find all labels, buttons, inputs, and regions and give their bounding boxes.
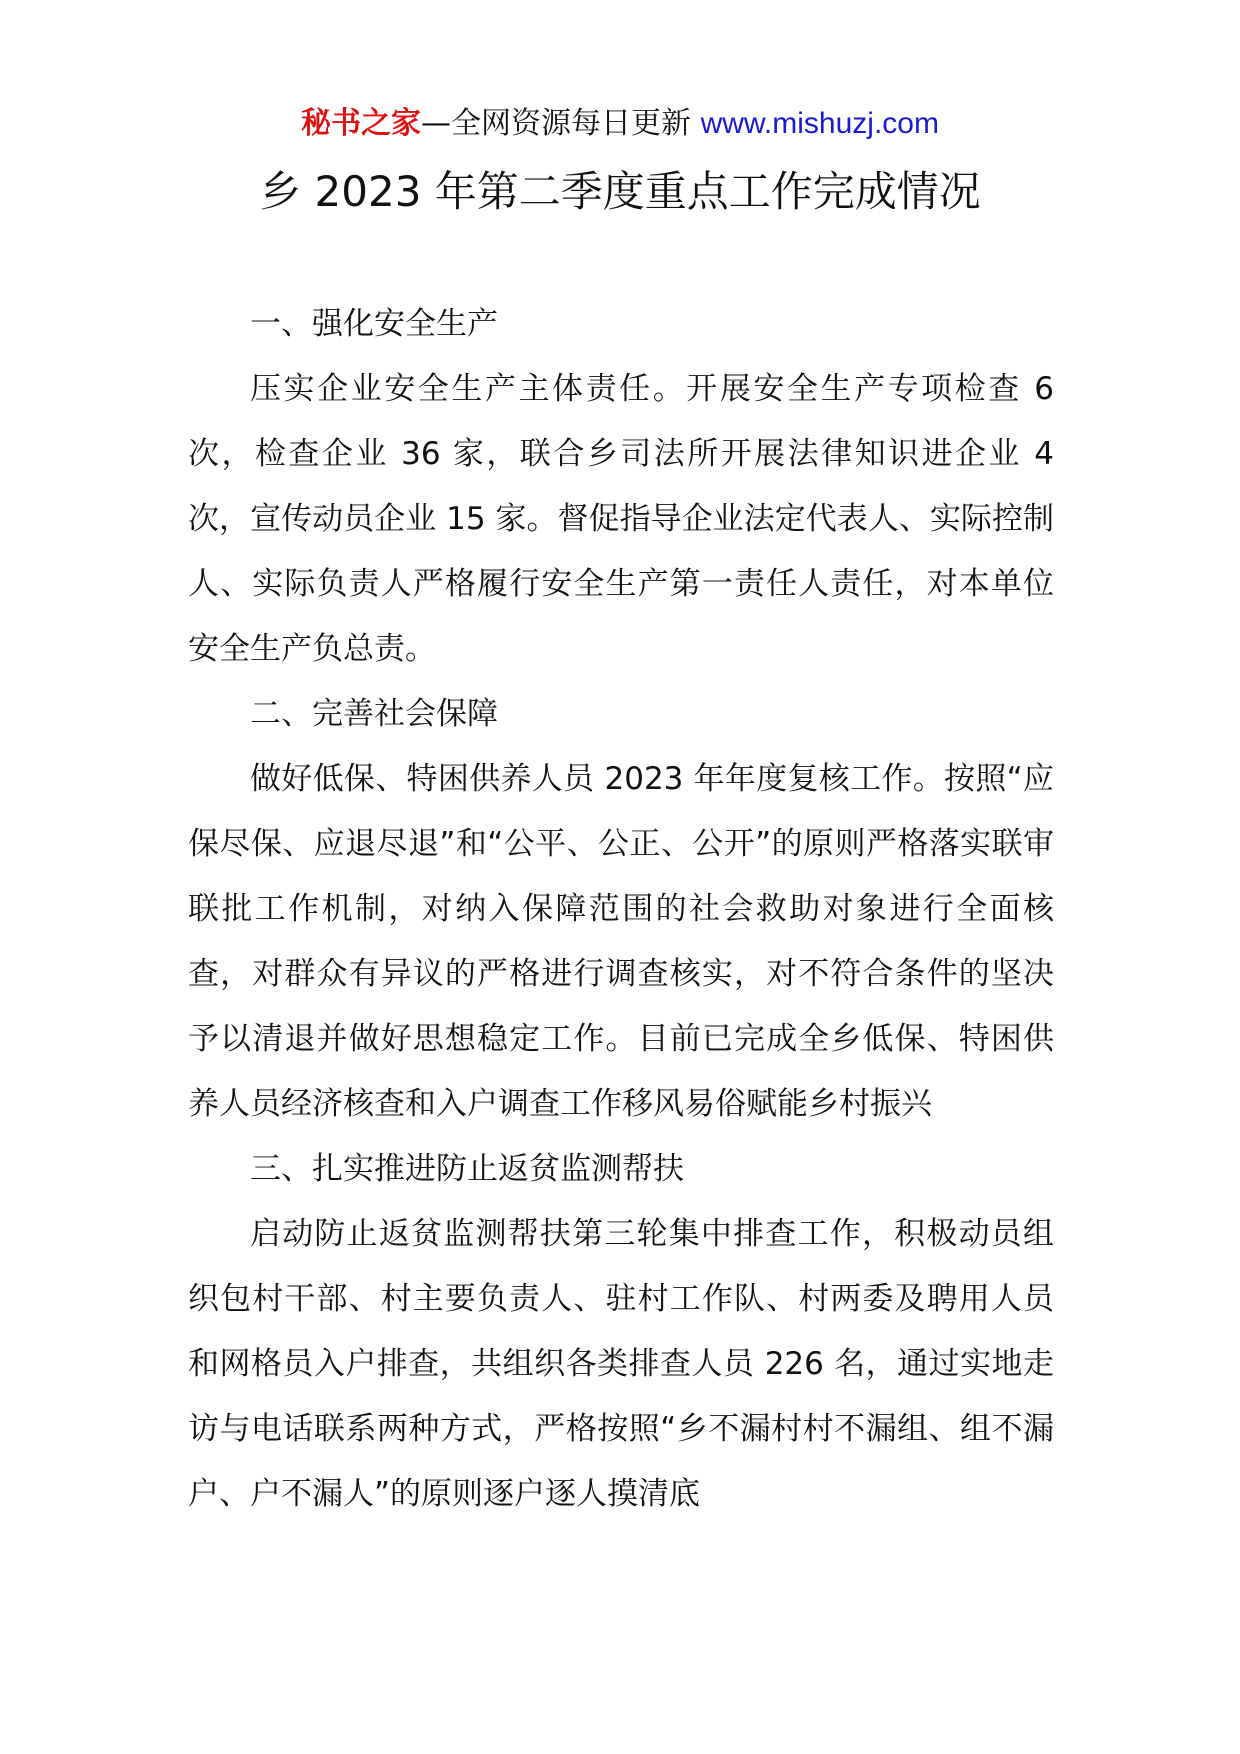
section-heading-2: 二、完善社会保障 [250,696,498,732]
paragraph-1: 压实企业安全生产主体责任。开展安全生产专项检查 6 次，检查企业 36 家，联合乡司法所开展法律知识进企业 4 次，宣传动员企业 15 家。督促指导企业法定代表人、实际控制人、实际负责人严格履行安全生产第一责任人责任，对本单位安全生产负总责。 [188,371,1054,667]
section-heading-1: 一、强化安全生产 [250,306,498,342]
site-url: www.mishuzj.com [700,107,939,140]
document-body [188,292,1054,1527]
watermark-header [0,104,1240,144]
brand-name: 秘书之家 [301,106,422,141]
brand-slogan: —全网资源每日更新 [421,106,692,141]
document-title: 乡 2023 年第二季度重点工作完成情况 [259,167,981,216]
paragraph-2: 做好低保、特困供养人员 2023 年年度复核工作。按照“应保尽保、应退尽退”和“公平、公正、公开”的原则严格落实联审联批工作机制，对纳入保障范围的社会救助对象进行全面核查，对群众有异议的严格进行调查核实，对不符合条件的坚决予以清退并做好思想稳定工作。目前已完成全乡低保、特困供养人员经济核查和入户调查工作移风易俗赋能乡村振兴 [188,761,1054,1122]
section-heading-3: 三、扎实推进防止返贫监测帮扶 [250,1151,684,1187]
paragraph-3: 启动防止返贫监测帮扶第三轮集中排查工作，积极动员组织包村干部、村主要负责人、驻村工作队、村两委及聘用人员和网格员入户排查，共组织各类排查人员 226 名，通过实地走访与电话联系两种方式，严格按照“乡不漏村村不漏组、组不漏户、户不漏人”的原则逐户逐人摸清底 [188,1216,1054,1512]
